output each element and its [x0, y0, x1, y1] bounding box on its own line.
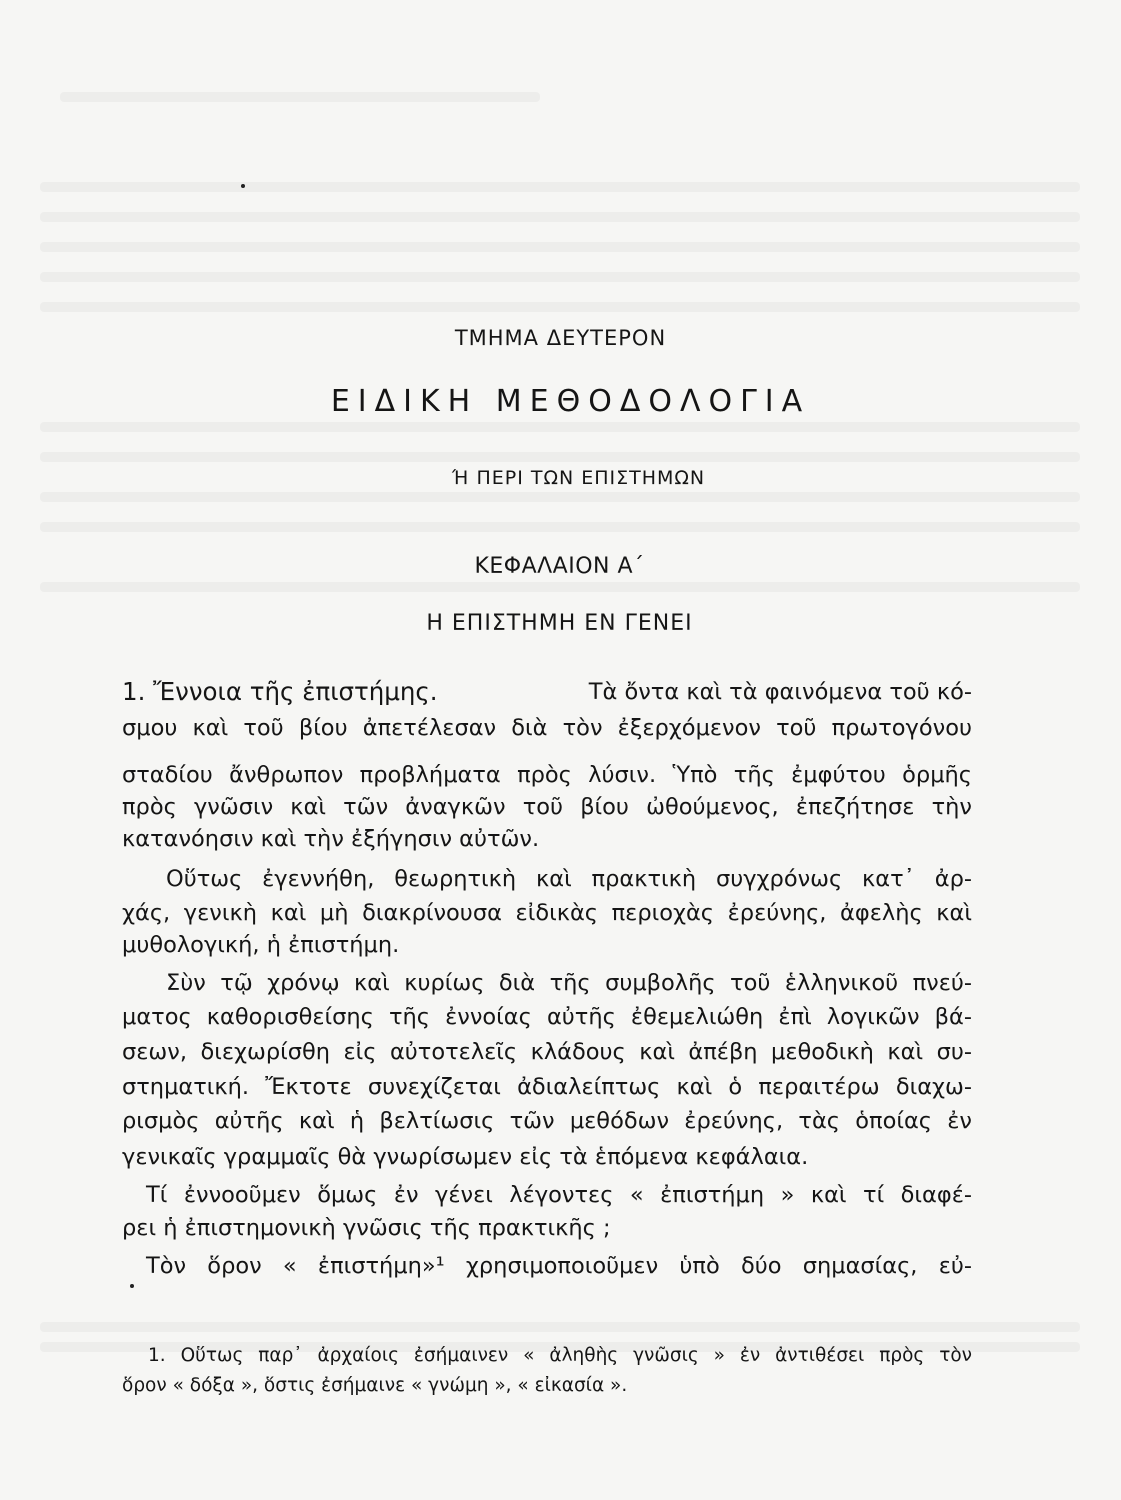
chapter-label: ΚΕΦΑΛΑΙΟΝ Α΄ [474, 554, 645, 579]
body-line-text: Τὰ ὄντα καὶ τὰ φαινόμενα τοῦ κό- [588, 679, 972, 705]
body-line: Σὺν τῷ χρόνῳ καὶ κυρίως διὰ τῆς συμβολῆς τοῦ ἑλληνικοῦ πνεύ- [166, 970, 972, 996]
footnote-line: ὅρον « δόξα », ὅστις ἐσήμαινε « γνώμη », « εἰκασία ». [122, 1375, 628, 1396]
body-line: σμου καὶ τοῦ βίου ἀπετέλεσαν διὰ τὸν ἐξερχόμενον τοῦ πρωτογόνου [122, 715, 972, 741]
bleed-through-shadow [40, 182, 1080, 192]
bleed-through-shadow [40, 582, 1080, 592]
main-title: ΕΙΔΙΚΗ ΜΕΘΟΔΟΛΟΓΙΑ [330, 384, 811, 419]
bleed-through-shadow [40, 1322, 1080, 1332]
stray-mark [241, 184, 245, 188]
bleed-through-shadow [40, 452, 1080, 462]
section-heading: 1. Ἔννοια τῆς ἐπιστήμης. [122, 677, 438, 706]
bleed-through-shadow [40, 492, 1080, 502]
bleed-through-shadow [40, 422, 1080, 432]
body-line: στηματική. Ἔκτοτε συνεχίζεται ἀδιαλείπτως καὶ ὁ περαιτέρω διαχω- [122, 1074, 972, 1100]
stray-mark [130, 1284, 134, 1288]
bleed-through-shadow [40, 272, 1080, 282]
bleed-through-shadow [40, 212, 1080, 222]
body-line: πρὸς γνῶσιν καὶ τῶν ἀναγκῶν τοῦ βίου ὠθούμενος, ἐπεζήτησε τὴν [122, 794, 972, 820]
body-line: Τί ἐννοοῦμεν ὅμως ἐν γένει λέγοντες « ἐπιστήμη » καὶ τί διαφέ- [146, 1182, 972, 1208]
body-line: μυθολογική, ἡ ἐπιστήμη. [122, 932, 400, 958]
body-line: ματος καθορισθείσης τῆς ἐννοίας αὐτῆς ἐθεμελιώθη ἐπὶ λογικῶν βά- [122, 1004, 972, 1030]
bleed-through-shadow [40, 522, 1080, 532]
body-line: γενικαῖς γραμμαῖς θὰ γνωρίσωμεν εἰς τὰ ἑπόμενα κεφάλαια. [122, 1144, 809, 1170]
body-line: ρισμὸς αὐτῆς καὶ ἡ βελτίωσις τῶν μεθόδων ἐρεύνης, τὰς ὁποίας ἐν [122, 1108, 972, 1134]
bleed-through-shadow [40, 302, 1080, 312]
body-line: κατανόησιν καὶ τὴν ἐξήγησιν αὐτῶν. [122, 826, 540, 852]
body-line: σταδίου ἄνθρωπον προβλήματα πρὸς λύσιν. Ὑπὸ τῆς ἐμφύτου ὁρμῆς [122, 762, 972, 788]
footnote-line: 1. Οὕτως παρ᾽ ἀρχαίοις ἐσήμαινεν « ἀληθὴς γνῶσις » ἐν ἀντιθέσει πρὸς τὸν [148, 1345, 972, 1366]
bleed-through-shadow [60, 92, 540, 102]
subtitle: Ή ΠΕΡΙ ΤΩΝ ΕΠΙΣΤΗΜΩΝ [451, 467, 706, 489]
section-label: ΤΜΗΜΑ ΔΕΥΤΕΡΟΝ [454, 326, 667, 350]
body-line-1 [122, 677, 972, 707]
chapter-title: Η ΕΠΙΣΤΗΜΗ ΕΝ ΓΕΝΕΙ [426, 611, 693, 636]
body-line: Τὸν ὅρον « ἐπιστήμη»¹ χρησιμοποιοῦμεν ὑπὸ δύο σημασίας, εὐ- [146, 1253, 972, 1279]
body-line: σεων, διεχωρίσθη εἰς αὐτοτελεῖς κλάδους καὶ ἀπέβη μεθοδικὴ καὶ συ- [122, 1039, 972, 1065]
body-line: ρει ἡ ἐπιστημονικὴ γνῶσις τῆς πρακτικῆς ; [122, 1215, 611, 1241]
body-line: χάς, γενικὴ καὶ μὴ διακρίνουσα εἰδικὰς περιοχὰς ἐρεύνης, ἀφελὴς καὶ [122, 900, 972, 926]
body-line: Οὕτως ἐγεννήθη, θεωρητικὴ καὶ πρακτικὴ συγχρόνως κατ᾽ ἀρ- [166, 866, 972, 892]
bleed-through-shadow [40, 242, 1080, 252]
